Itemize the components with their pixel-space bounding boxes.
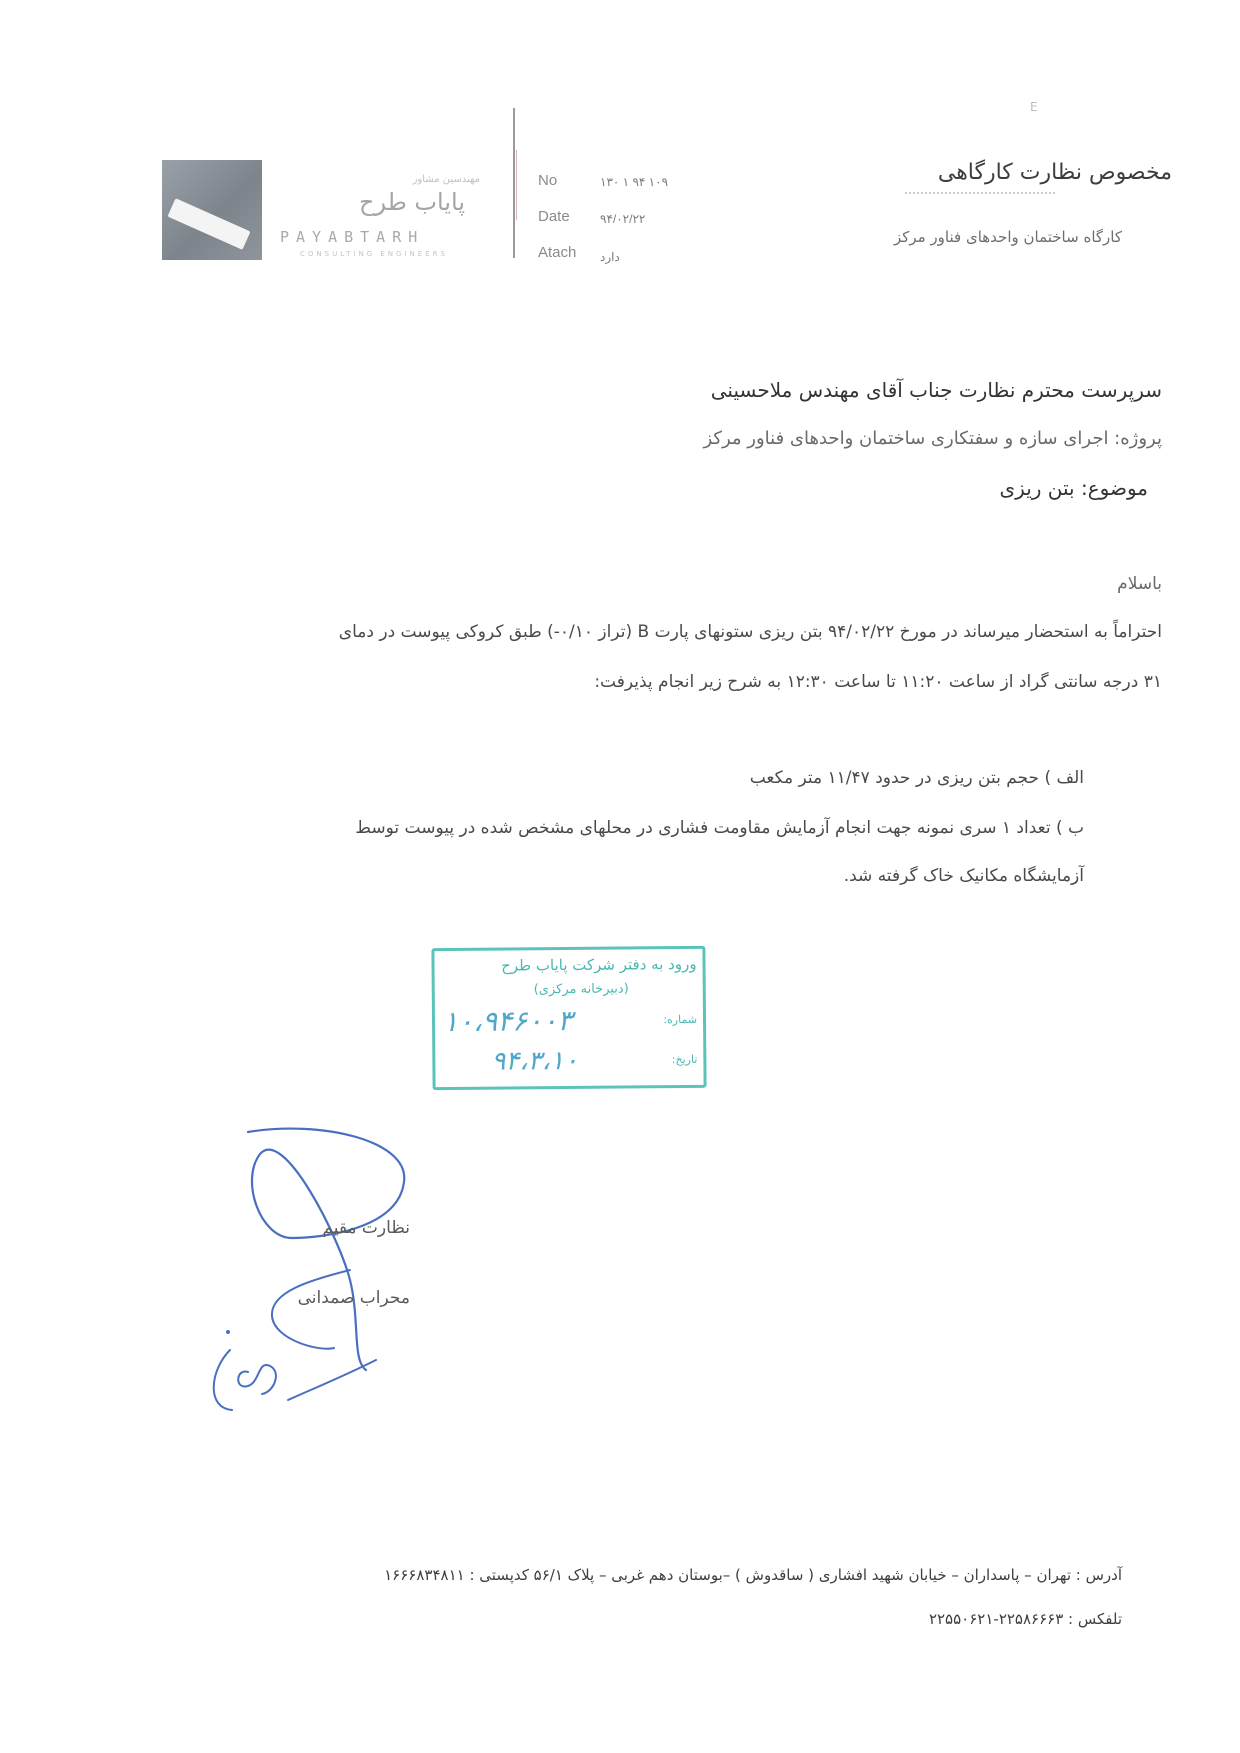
company-name-en: PAYABTARH (280, 228, 425, 246)
signature-initials (214, 1350, 276, 1410)
letter-date-label: Date (538, 208, 570, 225)
signature-stroke-main (248, 1129, 404, 1370)
stamp-heading: ورود به دفتر شرکت پایاب طرح (501, 954, 697, 975)
handwritten-signature (200, 1120, 440, 1420)
stamp-date-value: ۹۴،۳،۱۰ (491, 1045, 579, 1077)
stamp-number-value: ۱۰،۹۴۶۰۰۳ (442, 1003, 573, 1039)
subject-line: موضوع: بتن ریزی (999, 476, 1148, 500)
letter-date-value: ۹۴/۰۲/۲۲ (600, 212, 646, 226)
project-line: پروژه: اجرای سازه و سفتکاری ساختمان واحدهای فناور مرکز (703, 428, 1162, 449)
receipt-stamp (431, 946, 706, 1090)
body-paragraph-line-2: ۳۱ درجه سانتی گراد از ساعت ۱۱:۲۰ تا ساعت ۱۲:۳۰ به شرح زیر انجام پذیرفت: (594, 672, 1162, 692)
signer-name: محراب صمدانی (297, 1288, 410, 1308)
company-logo (162, 160, 262, 260)
signer-role: نظارت مقیم (322, 1218, 410, 1238)
signature-dot (226, 1330, 230, 1334)
top-corner-mark: E (1030, 100, 1038, 114)
company-subtitle-en: CONSULTING ENGINEERS (300, 250, 448, 258)
header-subtitle: کارگاه ساختمان واحدهای فناور مرکز (893, 228, 1122, 246)
greeting: باسلام (1117, 574, 1162, 594)
stamp-subheading: (دبیرخانه مرکزی) (533, 981, 629, 998)
signature-stroke-loop (272, 1270, 350, 1349)
signature-stroke-tail (288, 1360, 376, 1400)
header-divider (513, 108, 515, 258)
letter-number-value: ۱۳۰ ۱ ۹۴ ۱۰۹ (600, 175, 669, 189)
list-item-a: الف ) حجم بتن ریزی در حدود ۱۱/۴۷ متر مکعب (749, 768, 1084, 788)
letter-number-label: No (538, 172, 558, 189)
header-divider-accent (516, 150, 517, 220)
company-tagline: مهندسین مشاور (412, 174, 480, 185)
footer-telfax: تلفکس : ۲۲۵۸۶۶۶۳-۲۲۵۵۰۶۲۱ (928, 1610, 1122, 1628)
logo-swoosh-shape (167, 198, 250, 250)
body-paragraph-line-1: احتراماً به استحضار میرساند در مورخ ۹۴/۰۲/۲۲ بتن ریزی ستونهای پارت B (تراز ۰/۱۰-) طبق کروکی پیوست در دمای (338, 622, 1162, 642)
list-item-b-line-1: ب ) تعداد ۱ سری نمونه جهت انجام آزمایش مقاومت فشاری در محلهای مشخص شده در پیوست توسط (355, 818, 1084, 838)
list-item-b-line-2: آزمایشگاه مکانیک خاک گرفته شد. (843, 866, 1084, 886)
header-title-underline (905, 192, 1055, 194)
stamp-date-label: تاریخ: (671, 1052, 698, 1067)
letter-attach-label: Atach (538, 244, 577, 261)
company-name-fa: پایاب طرح (358, 188, 465, 216)
header-title: مخصوص نظارت کارگاهی (937, 160, 1172, 185)
recipient-line: سرپرست محترم نظارت جناب آقای مهندس ملاحسینی (710, 378, 1162, 402)
letter-attach-value: دارد (600, 250, 620, 264)
stamp-number-label: شماره: (663, 1012, 698, 1027)
footer-address: آدرس : تهران – پاسداران – خیابان شهید افشاری ( ساقدوش ) –بوستان دهم غربی – پلاک ۵۶/۱ کدپستی : ۱۶۶۶۸۳۴۸۱۱ (384, 1566, 1122, 1584)
